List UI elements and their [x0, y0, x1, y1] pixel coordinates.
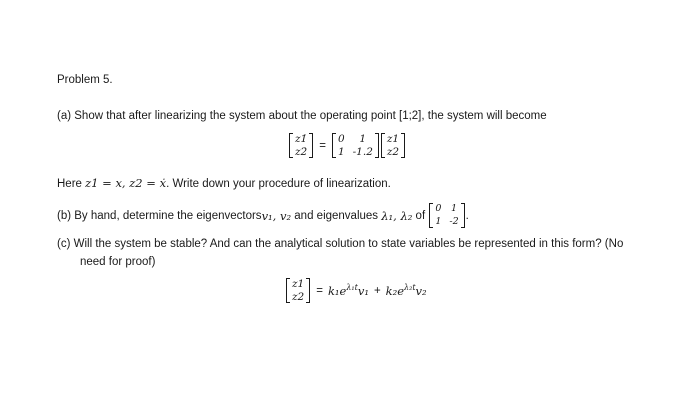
part-b — [57, 203, 469, 228]
part-a-text: (a) Show that after linearizing the system about the operating point [1;2], the system will become — [57, 110, 547, 122]
term-1-vector: v₁ — [357, 283, 369, 298]
solution-equation — [285, 278, 427, 303]
matrix-cell: 1 — [359, 133, 367, 145]
solution-state-vector — [286, 278, 310, 303]
equals-sign: = — [316, 284, 323, 297]
matrix-cell: 0 — [337, 133, 345, 145]
equals-sign: = — [319, 139, 326, 152]
state-derivative-vector — [289, 133, 313, 158]
z2: z2 — [292, 291, 305, 303]
matrix-cell: 1 — [337, 146, 345, 158]
part-b-matrix — [429, 203, 464, 228]
problem-title: Problem 5. — [57, 74, 113, 86]
linearized-equation — [288, 133, 406, 158]
part-c-line2: need for proof) — [80, 256, 156, 268]
z2: z2 — [386, 146, 400, 158]
part-c-line1: (c) Will the system be stable? And can the analytical solution to state variables be represented in this form? (No — [57, 238, 624, 250]
z1: z1 — [292, 278, 305, 290]
here-line — [57, 176, 391, 190]
part-b-middle: and eigenvalues — [291, 209, 382, 222]
term-2-coef: k₂e — [385, 283, 405, 298]
eigenvectors: v₁, v₂ — [261, 208, 292, 223]
eigenvalues: λ₁, λ₂ — [381, 208, 413, 223]
here-prefix: Here — [57, 178, 86, 190]
system-matrix — [332, 133, 379, 158]
term-1 — [328, 283, 369, 298]
z1: z1 — [386, 133, 400, 145]
plus-sign: + — [373, 284, 381, 297]
z2-dot: z2̇ — [295, 146, 308, 158]
term-1-exponent: λ₁t — [346, 283, 358, 293]
matrix-cell: -2 — [449, 216, 459, 227]
here-suffix: . Write down your procedure of linearization. — [166, 178, 391, 190]
state-vector — [381, 133, 405, 158]
part-b-end: . — [465, 209, 469, 222]
matrix-cell: 1 — [435, 216, 442, 227]
matrix-cell: -1.2 — [352, 146, 373, 158]
here-math: z1 = x, z2 = ẋ — [85, 176, 167, 190]
part-b-text: (b) By hand, determine the eigenvectors — [57, 209, 262, 222]
matrix-cell: 0 — [435, 203, 442, 214]
term-2-exponent: λ₂t — [404, 283, 416, 293]
part-b-of: of — [412, 209, 429, 222]
term-2-vector: v₂ — [415, 283, 427, 298]
term-1-coef: k₁e — [327, 283, 347, 298]
matrix-cell: 1 — [451, 203, 458, 214]
z1-dot: z1̇ — [295, 133, 308, 145]
term-2 — [386, 283, 427, 298]
